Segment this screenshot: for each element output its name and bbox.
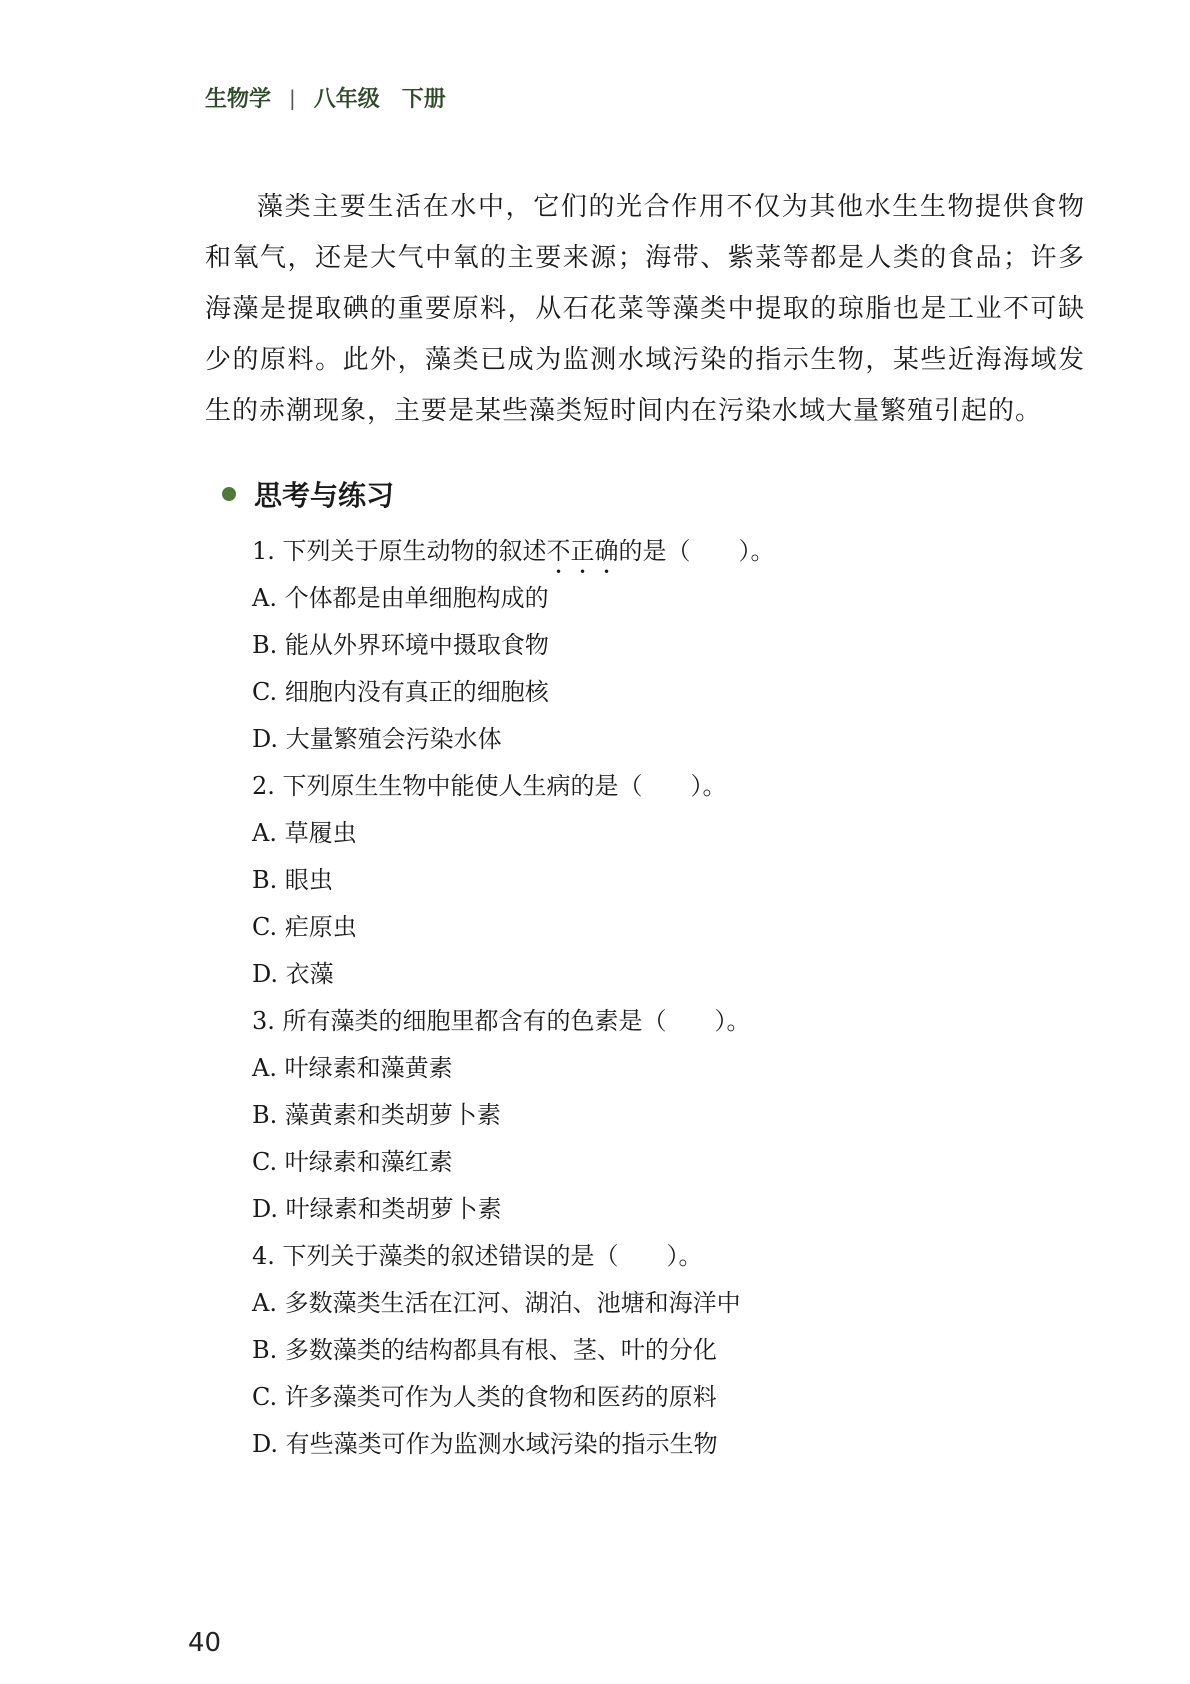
answer-option: B. 能从外界环境中摄取食物 (252, 631, 549, 659)
answer-option: A. 多数藻类生活在江河、湖泊、池塘和海洋中 (252, 1289, 741, 1317)
question-stem (252, 528, 775, 575)
question-stem-text: 1. 下列关于原生动物的叙述 (252, 537, 547, 565)
bullet-dot-icon (222, 487, 236, 501)
question-emphasis-text: 不正确 (546, 537, 619, 565)
answer-option: A. 个体都是由单细胞构成的 (252, 584, 549, 612)
intro-paragraph: 藻类主要生活在水中，它们的光合作用不仅为其他水生生物提供食物和氧气，还是大气中氧的主要来源；海带、紫菜等都是人类的食品；许多海藻是提取碘的重要原料，从石花菜等藻类中提取的琼脂也是工业不可缺少的原料。此外，藻类已成为监测水域污染的指示生物，某些近海海域发生的赤潮现象，主要是某些藻类短时间内在污染水域大量繁殖引起的。 (205, 192, 1085, 426)
question-stem: 4. 下列关于藻类的叙述错误的是（ ）。 (252, 1242, 703, 1270)
answer-option: D. 叶绿素和类胡萝卜素 (252, 1195, 502, 1223)
answer-option: A. 叶绿素和藻黄素 (252, 1054, 453, 1082)
page-number: 40 (188, 1628, 222, 1658)
question-stem: 3. 所有藻类的细胞里都含有的色素是（ ）。 (252, 1007, 751, 1035)
answer-option: C. 细胞内没有真正的细胞核 (252, 678, 549, 706)
answer-option: B. 藻黄素和类胡萝卜素 (252, 1101, 501, 1129)
header-grade-volume (314, 82, 446, 113)
header-grade: 八年级 (313, 87, 380, 112)
answer-option: C. 叶绿素和藻红素 (252, 1148, 453, 1176)
question-stem: 2. 下列原生生物中能使人生病的是（ ）。 (252, 772, 727, 800)
header-subject: 生物学 (205, 87, 272, 112)
answer-option: C. 疟原虫 (252, 913, 357, 941)
header-volume: 下册 (401, 87, 446, 112)
answer-option: D. 衣藻 (252, 960, 334, 988)
section-heading (222, 474, 394, 514)
exercise-list (252, 528, 775, 1468)
section-title: 思考与练习 (254, 479, 395, 512)
header-separator: | (289, 85, 296, 110)
question-stem-text-end: 的是（ ）。 (618, 537, 775, 565)
answer-option: A. 草履虫 (252, 819, 357, 847)
running-header (205, 82, 446, 113)
answer-option: B. 眼虫 (252, 866, 333, 894)
answer-option: C. 许多藻类可作为人类的食物和医药的原料 (252, 1383, 717, 1411)
answer-option: D. 有些藻类可作为监测水域污染的指示生物 (252, 1430, 718, 1458)
answer-option: B. 多数藻类的结构都具有根、茎、叶的分化 (252, 1336, 717, 1364)
answer-option: D. 大量繁殖会污染水体 (252, 725, 502, 753)
